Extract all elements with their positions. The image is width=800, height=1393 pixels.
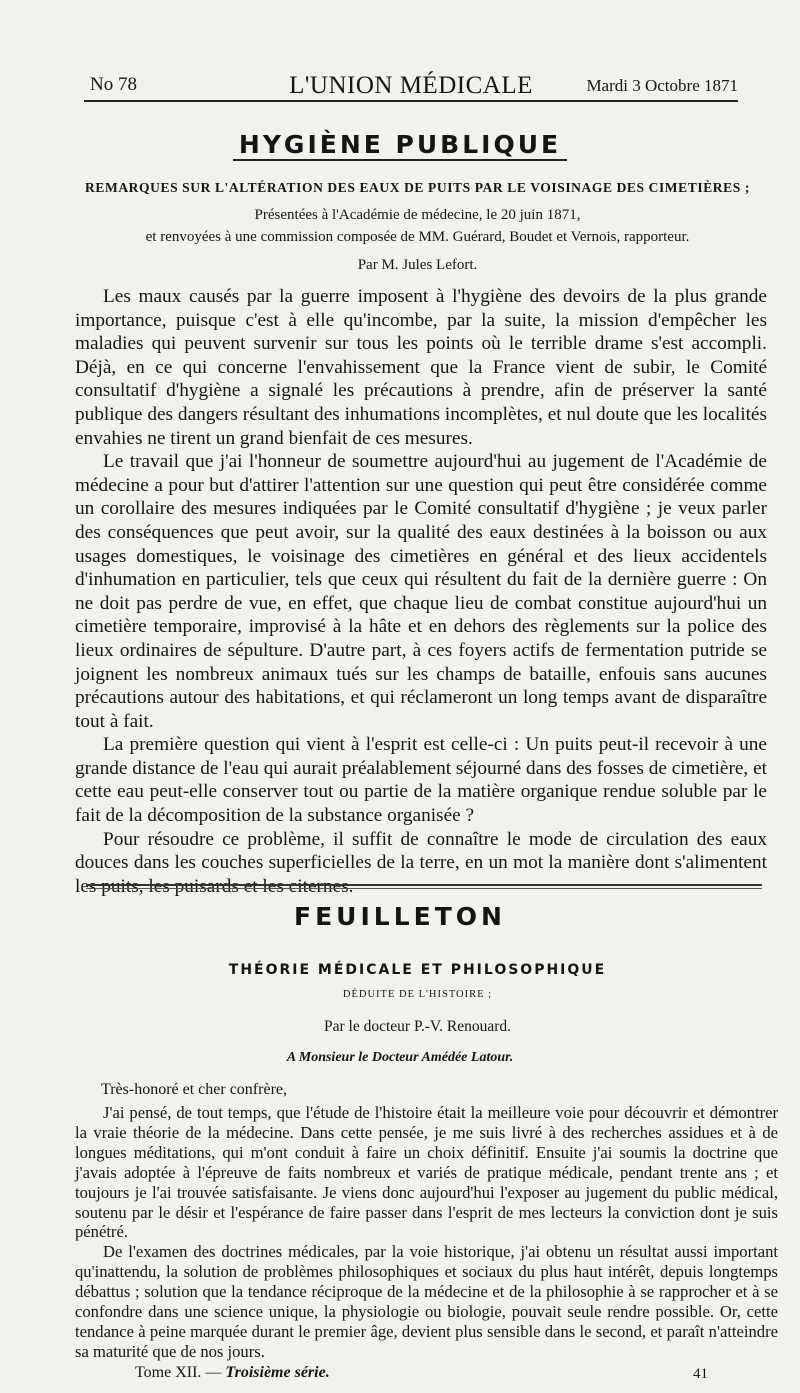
article-author: Par M. Jules Lefort.	[357, 257, 478, 273]
journal-title: L'UNION MÉDICALE	[289, 72, 533, 99]
feuilleton-body	[75, 1103, 778, 1362]
article-referred-line: et renvoyées à une commission composée de MM. Guérard, Boudet et Vernois, rapporteur.	[145, 229, 690, 245]
feuilleton-greeting: Très-honoré et cher confrère,	[101, 1081, 287, 1098]
footer-volume	[135, 1364, 330, 1382]
page-number: 41	[693, 1366, 708, 1382]
article-paragraph: La première question qui vient à l'esprit est celle-ci : Un puits peut-il recevoir à une grande distance de l'eau qui aurait préalablement séjourné dans des fosses de cimetière, et cette eau peut-elle conserver tout ou partie de la matière organique rendue soluble par le fait de la décomposition de la substance organisée ?	[75, 734, 767, 827]
feuilleton-divider-thin	[86, 888, 762, 889]
section-title-hygiene: HYGIÈNE PUBLIQUE	[0, 130, 800, 159]
section-title-feuilleton: FEUILLETON	[294, 902, 506, 931]
feuilleton-subtitle: DÉDUITE DE L'HISTOIRE ;	[342, 989, 493, 1000]
article-presented-line: Présentées à l'Académie de médecine, le 20 juin 1871,	[254, 207, 581, 223]
issue-date: Mardi 3 Octobre 1871	[586, 76, 738, 95]
article-paragraph: Le travail que j'ai l'honneur de soumettre aujourd'hui au jugement de l'Académie de médecine a pour but d'attirer l'attention sur une question qui peut être considérée comme un corollaire des mesures indiquées par le Comité consultatif d'hygiène ; je veux parler des conséquences que peut avoir, sur la qualité des eaux destinées à la boisson ou aux usages domestiques, le voisinage des cimetières en général et des lieux accidentels d'inhumation en particulier, tels que ceux qui résultent du fait de la dernière guerre : On ne doit pas perdre de vue, en effet, que chaque lieu de combat constitue aujourd'hui un cimetière temporaire, improvisé à la hâte et en dehors des règlements sur la police des lieux ordinaires de sépulture. D'autre part, à ces foyers actifs de fermentation putride se joignent les nombreux animaux tués sur les champs de bataille, enfouis sans aucunes précautions autour des habitations, et qui réclameront un long temps avant de disparaître tout à fait.	[75, 451, 767, 732]
article-paragraph: Pour résoudre ce problème, il suffit de connaître le mode de circulation des eaux douces dans les couches superficielles de la terre, en un mot la manière dont s'alimentent les puits, les puisards et les citernes.	[75, 828, 767, 897]
footer-series: Troisième série.	[225, 1364, 330, 1381]
article-body	[75, 285, 767, 898]
feuilleton-title: THÉORIE MÉDICALE ET PHILOSOPHIQUE	[228, 962, 607, 978]
feuilleton-author: Par le docteur P.-V. Renouard.	[324, 1018, 511, 1035]
article-title: REMARQUES SUR L'ALTÉRATION DES EAUX DE PUITS PAR LE VOISINAGE DES CIMETIÈRES ;	[85, 180, 750, 195]
feuilleton-paragraph: J'ai pensé, de tout temps, que l'étude de l'histoire était la meilleure voie pour découvrir et démontrer la vraie théorie de la médecine. Dans cette pensée, je me suis livré à des recherches assidues et à de longues méditations, qui m'ont conduit à faire un choix définitif. Ensuite j'ai soumis la doctrine que j'avais adoptée à l'épreuve de faits nombreux et variés de pratique médicale, pendant trente ans ; et toujours je l'ai trouvée satisfaisante. Je viens donc aujourd'hui l'exposer au jugement du public médical, soutenu par le désir et l'espérance de faire passer dans l'esprit de mes lecteurs la conviction dont je suis pénétré.	[75, 1103, 778, 1242]
footer-tome: Tome XII. —	[135, 1364, 222, 1381]
feuilleton-addressee: A Monsieur le Docteur Amédée Latour.	[286, 1050, 514, 1065]
masthead	[84, 72, 738, 102]
feuilleton-divider	[86, 884, 762, 886]
article-paragraph: Les maux causés par la guerre imposent à l'hygiène des devoirs de la plus grande importance, puisque c'est à elle qu'incombe, par la suite, la mission d'empêcher les maladies qui peuvent survenir sur tous les points où le terrible drame s'est accompli. Déjà, en ce qui concerne l'envahissement que la France vient de subir, le Comité consultatif d'hygiène a signalé les précautions à prendre, afin de préserver la santé publique des dangers résultant des inhumations incomplètes, et nul doute que les localités envahies ne tirent un grand bienfait de ces mesures.	[75, 286, 767, 449]
issue-number: No 78	[90, 74, 137, 95]
feuilleton-paragraph: De l'examen des doctrines médicales, par la voie historique, j'ai obtenu un résultat aussi important qu'inattendu, la solution de problèmes philosophiques et sociaux du plus haut intérêt, depuis longtemps débattus ; solution que la tendance réciproque de la médecine et de la philosophie à se rapprocher et à se confondre dans une science unique, la physiologie ou biologie, pouvait seule rendre possible. Or, cette tendance à peine marquée durant le premier âge, devient plus sensible dans le second, et paraît n'atteindre sa maturité que de nos jours.	[75, 1242, 778, 1361]
